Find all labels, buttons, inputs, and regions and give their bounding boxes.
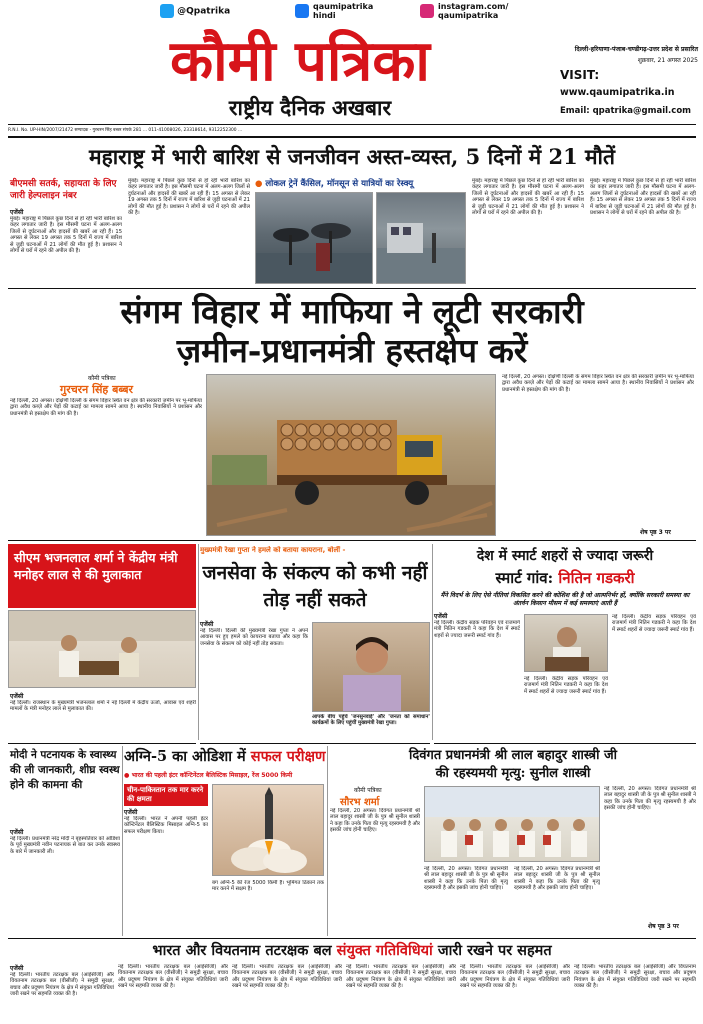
story4-dateline: एजेंसी <box>200 621 214 628</box>
story5-quote: मैंने विदर्भ के लिए ऐसे नीतियां विकसित करने की कोशिश की है जो आत्मनिर्भर हों, क्योंकि सरकारी समस्या का अंतर्वन किसान मौसम में कई समस्याएं आती हैं <box>440 592 690 607</box>
story9-headline-c: जारी रखने पर सहमत <box>432 942 552 959</box>
column-separator <box>198 544 199 740</box>
divider-4 <box>200 743 430 744</box>
story8-body-col3: नई दिल्ली, 20 अगस्त। दिवंगत प्रधानमंत्री श्री लाल बहादुर शास्त्री जी के पुत्र श्री सुनील शास्त्री ने कहा कि उनके पिता की मृत्यु रहस्यमयी है और इसकी जांच होनी चाहिए। <box>514 866 600 892</box>
divider-2 <box>8 540 696 541</box>
story9-body-col6: नई दिल्ली। भारतीय तटरक्षक बल (आईसीजी) और वियतनाम तटरक्षक बल (वीसीजी) ने समुद्री सुरक्षा, बचाव और प्रदूषण नियंत्रण के क्षेत्र में संयुक्त गतिविधियां जारी रखने पर सहमति व्यक्त की है। <box>574 964 696 990</box>
book-launch-illustration <box>425 787 600 862</box>
masthead-rule-top <box>8 124 696 125</box>
story1-body-col1: मुंबई। महाराष्ट्र में पिछले कुछ दिनों से हो रही भारी बारिश का कहर लगातार जारी है। इस मौसमी घटना में अलग-अलग जिलों से दुर्घटनाओं और हादसों की खबरें आ रही हैं। 15 अगस्त से लेकर 19 अगस्त तक 5 दिनों में राज्य में बारिश से जुड़ी घटनाओं में 21 लोगों की मौत हुई है। प्रशासन ने लोगों से घरों में रहने की अपील की है। <box>10 216 122 255</box>
story1-photo-rain <box>255 192 373 284</box>
story9-body-col4: नई दिल्ली। भारतीय तटरक्षक बल (आईसीजी) और वियतनाम तटरक्षक बल (वीसीजी) ने समुद्री सुरक्षा, बचाव और प्रदूषण नियंत्रण के क्षेत्र में संयुक्त गतिविधियां जारी रखने पर सहमति व्यक्त की है। <box>346 964 456 990</box>
divider-6 <box>8 938 696 939</box>
story1-body-col4: मुंबई। महाराष्ट्र में पिछले कुछ दिनों से हो रही भारी बारिश का कहर लगातार जारी है। इस मौसमी घटना में अलग-अलग जिलों से दुर्घटनाओं और हादसों की खबरें आ रही हैं। 15 अगस्त से लेकर 19 अगस्त तक 5 दिनों में राज्य में बारिश से जुड़ी घटनाओं में 21 लोगों की मौत हुई है। प्रशासन ने लोगों से घरों में रहने की अपील की है। <box>590 178 696 217</box>
rain-street-illustration <box>256 193 373 284</box>
divider-3 <box>8 743 196 744</box>
story1-body-col2: मुंबई। महाराष्ट्र में पिछले कुछ दिनों से हो रही भारी बारिश का कहर लगातार जारी है। इस मौसमी घटना में अलग-अलग जिलों से दुर्घटनाओं और हादसों की खबरें आ रही हैं। 15 अगस्त से लेकर 19 अगस्त तक 5 दिनों में राज्य में बारिश से जुड़ी घटनाओं में 21 लोगों की मौत हुई है। प्रशासन ने लोगों से घरों में रहने की अपील की है। <box>128 178 250 217</box>
email-link[interactable]: Email: qpatrika@gmail.com <box>560 106 692 116</box>
story5-headline-line2 <box>434 568 696 588</box>
twitter-handle: @Qpatrika <box>177 6 231 17</box>
column-separator <box>122 746 123 936</box>
story2-byline: गुरचरन सिंह बब्बर <box>60 383 133 396</box>
twitter-link[interactable] <box>160 4 230 18</box>
story3-dateline: एजेंसी <box>10 693 24 700</box>
story2-kicker: कौमी पत्रिका <box>88 375 116 382</box>
flooded-track-illustration <box>377 193 466 284</box>
bullet-icon: ● <box>255 179 263 189</box>
instagram-link[interactable] <box>420 2 508 20</box>
instagram-handle-1: instagram.com/ <box>438 2 509 11</box>
story7-headline-a: अग्नि-5 का ओडिशा में <box>124 748 251 765</box>
story2-body-col1: नई दिल्ली, 20 अगस्त। दक्षिणी दिल्ली के संगम विहार स्थित वन क्षेत्र की सरकारी ज़मीन पर भू-माफिया द्वारा अवैध कब्ज़े और पेड़ों की कटाई का मामला सामने आया है। स्थानीय निवासियों ने प्रशासन और प्रधानमंत्री से हस्तक्षेप की मांग की है। <box>10 398 202 417</box>
facebook-handle-2: hindi <box>313 11 336 20</box>
website-link[interactable]: www.qaumipatrika.in <box>560 87 675 98</box>
masthead-subtitle: राष्ट्रीय दैनिक अखबार <box>228 95 392 120</box>
story5-headline-line1: देश में स्मार्ट शहरों से ज्यादा जरूरी <box>476 548 654 564</box>
story5-photo <box>524 614 608 672</box>
story6-headline: मोदी ने पटनायक के स्वास्थ्य की ली जानकारी, शीघ्र स्वस्थ होने की कामना की <box>10 749 120 791</box>
story5-body-col3: नई दिल्ली। केंद्रीय सड़क परिवहन एवं राजमार्ग मंत्री नितिन गडकरी ने कहा कि देश में स्मार्ट शहरों से ज्यादा जरूरी स्मार्ट गांव हैं। <box>612 614 696 633</box>
visit-box <box>560 68 700 116</box>
story8-body-col1: नई दिल्ली, 20 अगस्त। दिवंगत प्रधानमंत्री श्री लाल बहादुर शास्त्री जी के पुत्र श्री सुनील शास्त्री ने कहा कि उनके पिता की मृत्यु रहस्यमयी है और इसकी जांच होनी चाहिए। <box>330 808 420 834</box>
story4-body-col1: नई दिल्ली। दिल्ली की मुख्यमंत्री रेखा गुप्ता ने अपने आवास पर हुए हमले को कायराना बताया और कहा कि जनसेवा के संकल्प को कोई नहीं तोड़ सकता। <box>200 628 308 647</box>
facebook-link[interactable] <box>295 2 373 20</box>
story5-headline-2b: नितिन गडकरी <box>558 569 635 587</box>
story8-photo <box>424 786 600 862</box>
story9-headline-b: संयुक्त गतिविधियां <box>336 942 433 959</box>
story8-byline: सौरभ शर्मा <box>340 797 380 808</box>
story7-kicker-text: भारत की पहली इंटर कॉन्टिनेंटल बैलिस्टिक मिसाइल, रेंज 5000 किमी <box>131 772 293 779</box>
missile-launch-illustration <box>213 785 324 876</box>
instagram-icon <box>420 4 434 18</box>
divider-5 <box>434 743 696 744</box>
story2-body-col2: नई दिल्ली, 20 अगस्त। दक्षिणी दिल्ली के संगम विहार स्थित वन क्षेत्र की सरकारी ज़मीन पर भू-माफिया द्वारा अवैध कब्ज़े और पेड़ों की कटाई का मामला सामने आया है। स्थानीय निवासियों ने प्रशासन और प्रधानमंत्री से हस्तक्षेप की मांग की है। <box>502 374 694 393</box>
editions-line: दिल्ली-हरियाणा-पंजाब-चण्डीगढ़-उत्तर प्रदेश से प्रसारित <box>574 46 698 53</box>
story6-dateline: एजेंसी <box>10 829 24 836</box>
story7-kicker <box>124 770 324 779</box>
story5-headline-2a: स्मार्ट गांव: <box>495 569 554 587</box>
story6-body: नई दिल्ली। प्रधानमंत्री नरेंद्र मोदी ने बृहस्पतिवार को ओडिशा के पूर्व मुख्यमंत्री नवीन पटनायक से बात कर उनके स्वास्थ्य के बारे में जानकारी ली। <box>10 836 120 855</box>
minister-podium-illustration <box>525 615 608 672</box>
masthead-title: कौमी पत्रिका <box>170 28 430 94</box>
story7-headline <box>124 746 324 768</box>
story9-body-col1: नई दिल्ली। भारतीय तटरक्षक बल (आईसीजी) और वियतनाम तटरक्षक बल (वीसीजी) ने समुद्री सुरक्षा, बचाव और प्रदूषण नियंत्रण के क्षेत्र में संयुक्त गतिविधियां जारी रखने पर सहमति व्यक्त की है। <box>10 972 114 998</box>
story1-headline: महाराष्ट्र में भारी बारिश से जनजीवन अस्त-व्यस्त, 5 दिनों में 21 मौतें <box>89 144 615 169</box>
story8-body-col2: नई दिल्ली, 20 अगस्त। दिवंगत प्रधानमंत्री श्री लाल बहादुर शास्त्री जी के पुत्र श्री सुनील शास्त्री ने कहा कि उनके पिता की मृत्यु रहस्यमयी है और इसकी जांच होनी चाहिए। <box>424 866 508 892</box>
chief-minister-portrait-illustration <box>313 623 430 712</box>
story7-headline-b: सफल परीक्षण <box>250 748 326 765</box>
story3-headline-box <box>8 544 196 608</box>
story4-caption: आपके बीच पहुंचे 'जनसुनवाई' और 'जनता को समाधान' कार्यक्रमों के लिए पहुंचीं मुख्यमंत्री रेखा गुप्ता। <box>312 714 430 727</box>
story8-headline-line2: की रहस्यमयी मृत्यु: सुनील शास्त्री <box>435 766 591 781</box>
story7-caption: बग अग्नि-5 की रेंज 5000 किमी है। भूमिगत ठिकाने तक मार करने में सक्षम है। <box>212 880 324 893</box>
story9-body-col2: नई दिल्ली। भारतीय तटरक्षक बल (आईसीजी) और वियतनाम तटरक्षक बल (वीसीजी) ने समुद्री सुरक्षा, बचाव और प्रदूषण नियंत्रण के क्षेत्र में संयुक्त गतिविधियां जारी रखने पर सहमति व्यक्त की है। <box>118 964 228 990</box>
story7-dateline: एजेंसी <box>124 809 138 816</box>
story8-body-col4: नई दिल्ली, 20 अगस्त। दिवंगत प्रधानमंत्री श्री लाल बहादुर शास्त्री जी के पुत्र श्री सुनील शास्त्री ने कहा कि उनके पिता की मृत्यु रहस्यमयी है और इसकी जांच होनी चाहिए। <box>604 786 696 812</box>
story7-photo <box>212 784 324 876</box>
story1-photo-caption <box>255 178 465 189</box>
story3-body: नई दिल्ली। राजस्थान के मुख्यमंत्री भजनलाल शर्मा ने नई दिल्ली में केंद्रीय ऊर्जा, आवास एवं शहरी मामलों के मंत्री मनोहर लाल से मुलाकात की। <box>10 700 196 713</box>
story9-body-col3: नई दिल्ली। भारतीय तटरक्षक बल (आईसीजी) और वियतनाम तटरक्षक बल (वीसीजी) ने समुद्री सुरक्षा, बचाव और प्रदूषण नियंत्रण के क्षेत्र में संयुक्त गतिविधियां जारी रखने पर सहमति व्यक्त की है। <box>232 964 342 990</box>
story1-sub: बीएमसी सतर्क, सहायता के लिए जारी हेल्पलाइन नंबर <box>10 179 117 201</box>
story4-kicker: मुख्यमंत्री रेखा गुप्ता ने हमले को बताया कायराना, बोलीं - <box>200 546 346 554</box>
story7-photo-label: चीन-पाकिस्तान तक मार करने की क्षमता <box>124 784 208 806</box>
column-separator <box>327 746 328 936</box>
story8-headline-line1: दिवंगत प्रधानमंत्री श्री लाल बहादुर शास्त्री जी <box>409 748 617 763</box>
story1-photo-train <box>376 192 466 284</box>
story2-headline-line2: ज़मीन-प्रधानमंत्री हस्तक्षेप करें <box>176 331 528 370</box>
registration-line: R.N.I. No. UP-HIN/2007/21472 सम्पादक - गुरचरन सिंह बब्बर संपर्क 281 ... 011-41008026, 23318614, 9312252300 ... <box>8 128 243 133</box>
social-bar <box>150 2 610 24</box>
facebook-handle-1: qaumipatrika <box>313 2 374 11</box>
story8-kicker: कौमी पत्रिका <box>354 787 382 794</box>
story7-body: नई दिल्ली। भारत ने अपनी पहली इंटर कॉन्टिनेंटल बैलिस्टिक मिसाइल अग्नि-5 का सफल परीक्षण किया। <box>124 816 208 835</box>
story1-caption-text: लोकल ट्रेनें कैंसिल, मॉनसून से यात्रियों का रेस्क्यू <box>265 179 414 189</box>
visit-label: VISIT: <box>560 68 600 82</box>
story1-body-col3: मुंबई। महाराष्ट्र में पिछले कुछ दिनों से हो रही भारी बारिश का कहर लगातार जारी है। इस मौसमी घटना में अलग-अलग जिलों से दुर्घटनाओं और हादसों की खबरें आ रही हैं। 15 अगस्त से लेकर 19 अगस्त तक 5 दिनों में राज्य में बारिश से जुड़ी घटनाओं में 21 लोगों की मौत हुई है। प्रशासन ने लोगों से घरों में रहने की अपील की है। <box>472 178 584 217</box>
twitter-icon <box>160 4 174 18</box>
masthead-rule-bottom <box>8 136 696 138</box>
story2-headline-line1: संगम विहार में माफिया ने लूटी सरकारी <box>120 292 584 331</box>
story4-headline: जनसेवा के संकल्प को कभी नहीं तोड़ नहीं सकते <box>202 562 428 611</box>
instagram-handle-2: qaumipatrika <box>438 11 499 20</box>
story9-headline-a: भारत और वियतनाम तटरक्षक बल <box>152 942 337 959</box>
story9-dateline: एजेंसी <box>10 965 24 972</box>
meeting-illustration <box>9 611 196 688</box>
story5-body-col1: नई दिल्ली। केंद्रीय सड़क परिवहन एवं राजमार्ग मंत्री नितिन गडकरी ने कहा कि देश में स्मार्ट शहरों से ज्यादा जरूरी स्मार्ट गांव हैं। <box>434 620 520 639</box>
divider-1 <box>8 288 696 289</box>
story2-photo-logs <box>206 374 496 536</box>
story1-dateline: एजेंसी <box>10 209 24 216</box>
story2-continued[interactable]: शेष पृष्ठ 3 पर <box>640 529 671 536</box>
story8-continued[interactable]: शेष पृष्ठ 3 पर <box>648 923 679 930</box>
story3-photo <box>8 610 196 688</box>
story5-dateline: एजेंसी <box>434 613 448 620</box>
column-separator <box>432 544 433 740</box>
story4-photo <box>312 622 430 712</box>
facebook-icon <box>295 4 309 18</box>
issue-date: शुक्रवार, 21 अगस्त 2025 <box>637 57 698 64</box>
story9-body-col5: नई दिल्ली। भारतीय तटरक्षक बल (आईसीजी) और वियतनाम तटरक्षक बल (वीसीजी) ने समुद्री सुरक्षा, बचाव और प्रदूषण नियंत्रण के क्षेत्र में संयुक्त गतिविधियां जारी रखने पर सहमति व्यक्त की है। <box>460 964 570 990</box>
story3-headline: सीएम भजनलाल शर्मा ने केंद्रीय मंत्री मनोहर लाल से की मुलाकात <box>14 550 178 582</box>
timber-truck-illustration <box>207 375 496 536</box>
story9-headline <box>10 940 694 962</box>
bullet-icon: ● <box>124 772 130 779</box>
story5-body-col2: नई दिल्ली। केंद्रीय सड़क परिवहन एवं राजमार्ग मंत्री नितिन गडकरी ने कहा कि देश में स्मार्ट शहरों से ज्यादा जरूरी स्मार्ट गांव हैं। <box>524 676 608 695</box>
